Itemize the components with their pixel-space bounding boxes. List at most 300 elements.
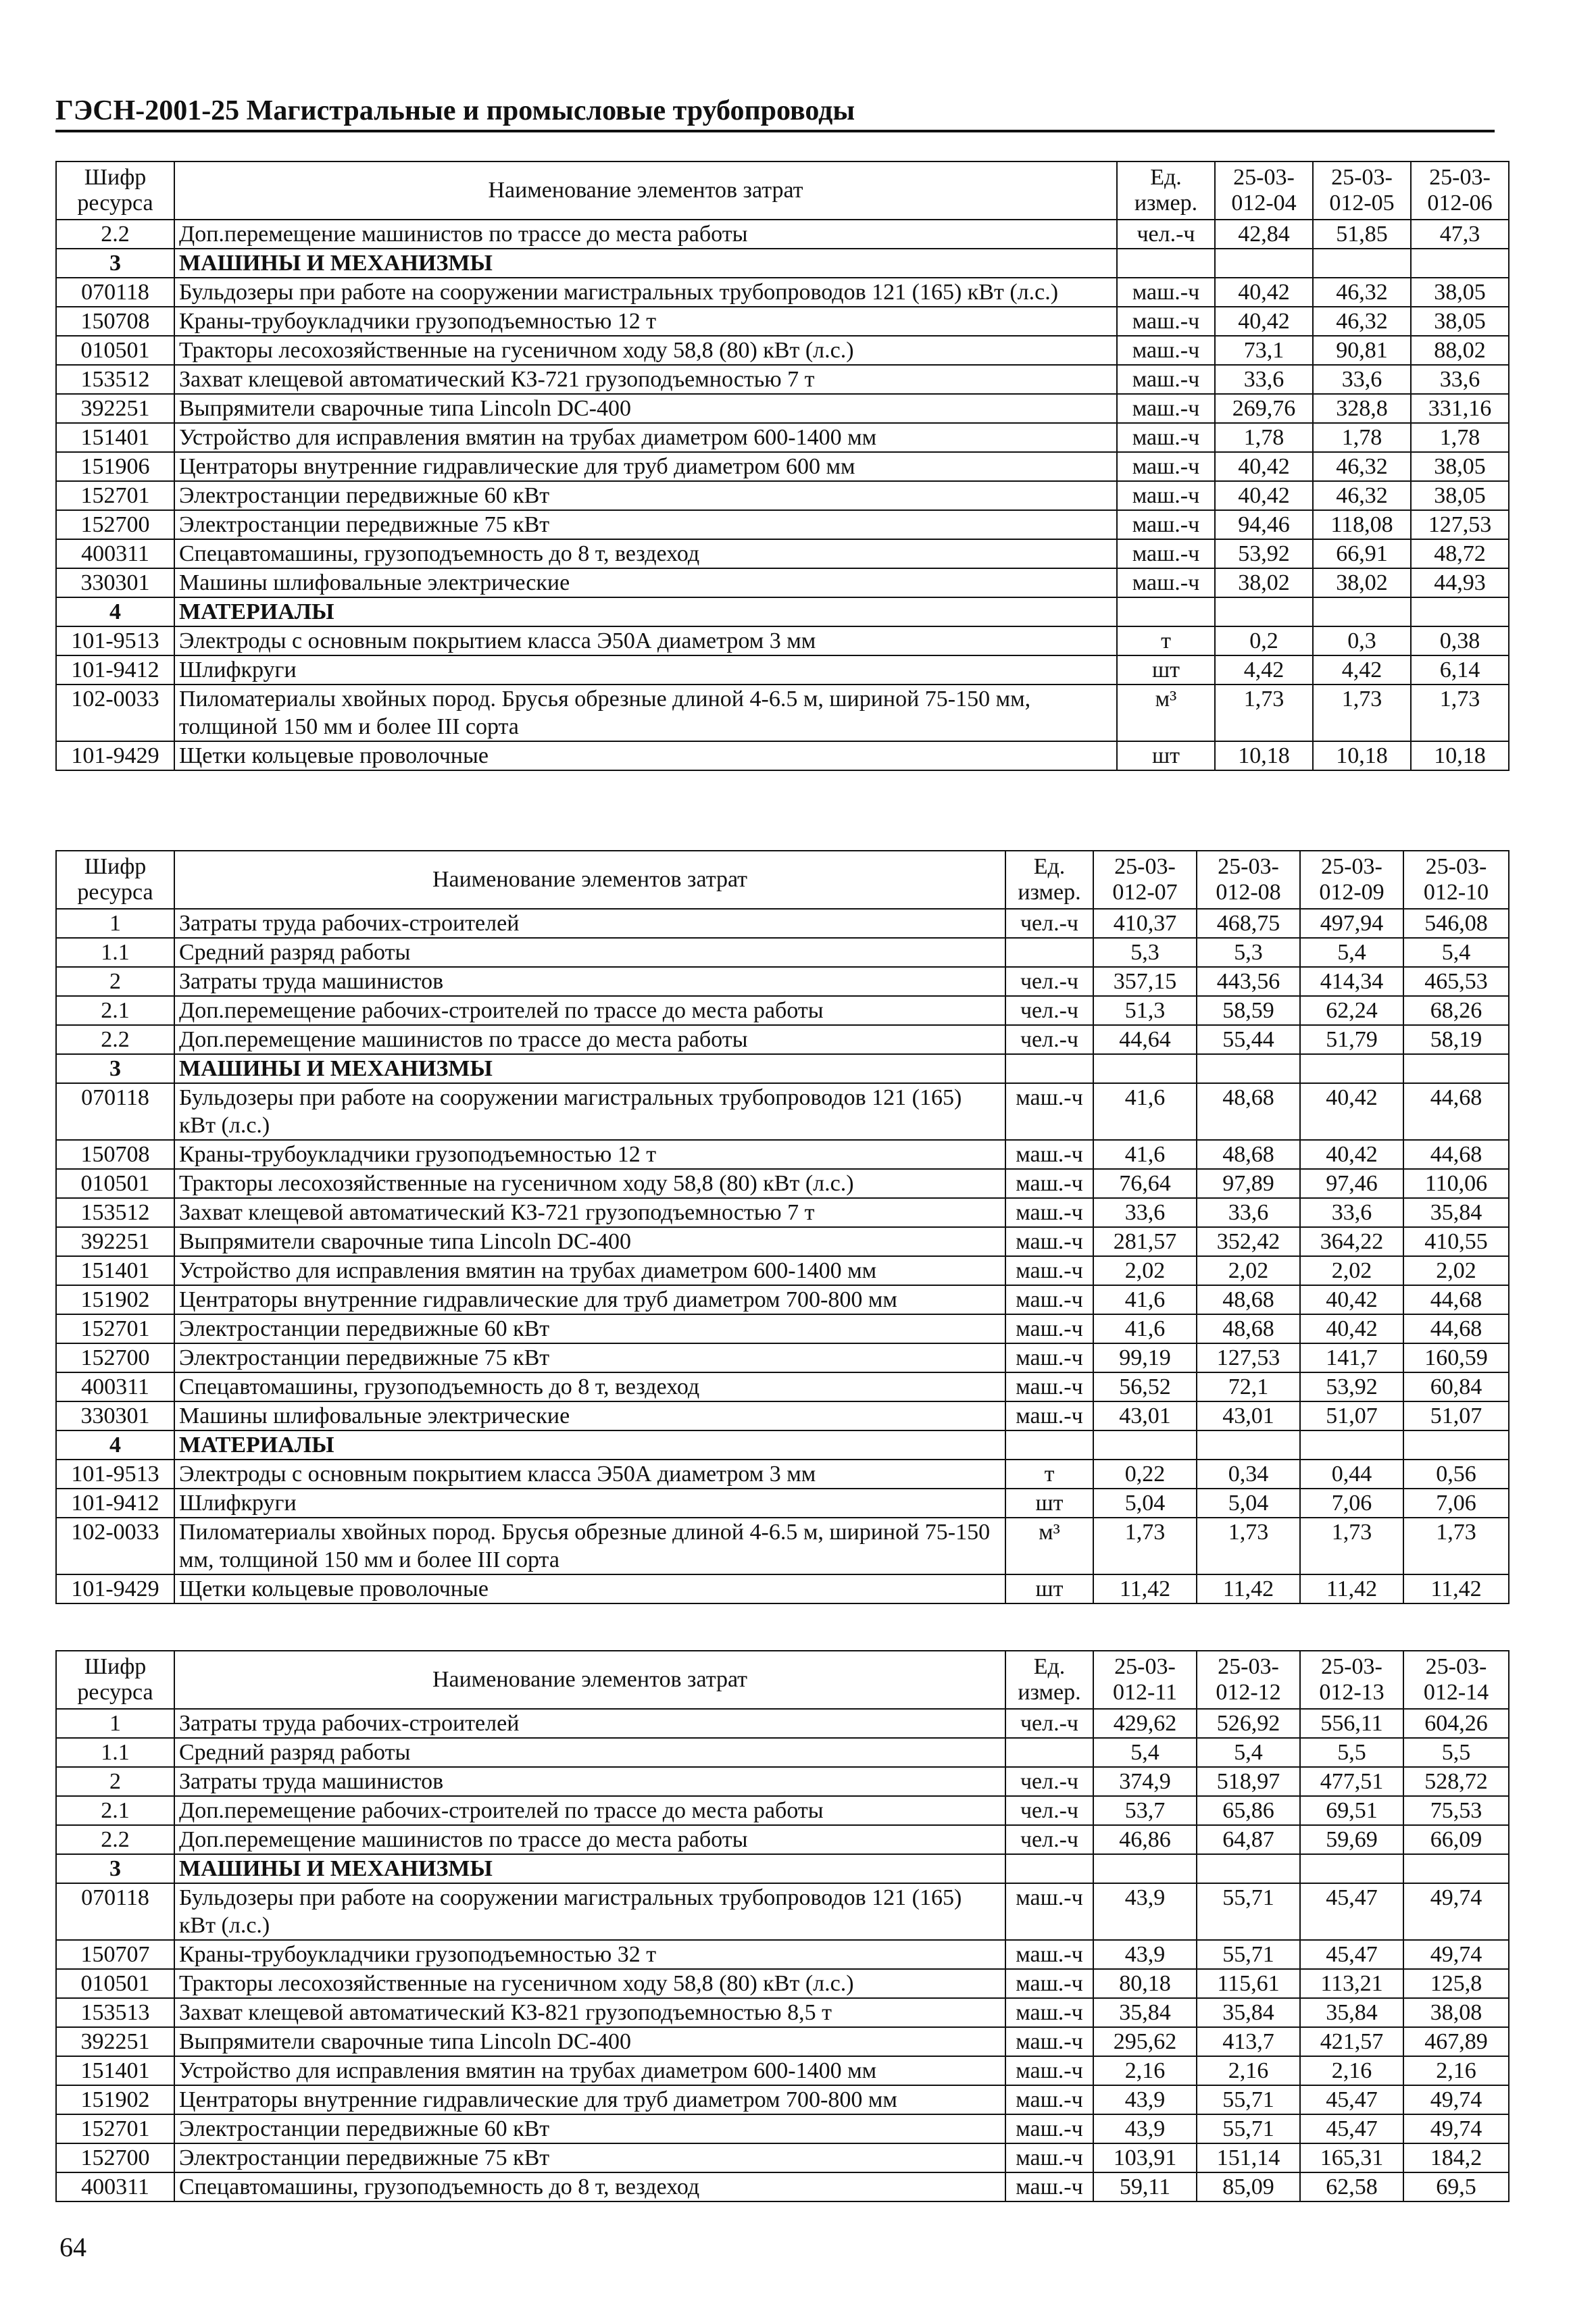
unit-cell: чел.-ч [1005, 967, 1093, 996]
section-row [56, 1854, 1509, 1883]
value-cell [1093, 1854, 1197, 1883]
value-cell: 38,05 [1411, 307, 1509, 336]
resource-code: 152701 [56, 481, 174, 510]
value-cell: 0,2 [1215, 626, 1313, 655]
value-cell: 5,04 [1093, 1489, 1197, 1518]
value-cell: 68,26 [1403, 996, 1509, 1025]
resource-code: 101-9513 [56, 1460, 174, 1489]
value-cell: 90,81 [1313, 336, 1411, 365]
value-cell: 421,57 [1300, 2027, 1403, 2056]
resource-name: Выпрямители сварочные типа Lincoln DC-400 [174, 2027, 1005, 2056]
page-number: 64 [59, 2232, 86, 2262]
value-cell: 97,46 [1300, 1169, 1403, 1198]
resource-name: Доп.перемещение машинистов по трассе до места работы [174, 220, 1117, 249]
value-cell: 46,32 [1313, 481, 1411, 510]
unit-cell: маш.-ч [1117, 481, 1215, 510]
table-row [56, 1489, 1509, 1518]
value-cell: 0,44 [1300, 1460, 1403, 1489]
resource-code: 152700 [56, 510, 174, 539]
table-row [56, 1574, 1509, 1603]
value-cell: 97,89 [1197, 1169, 1300, 1198]
value-cell: 269,76 [1215, 394, 1313, 423]
value-cell: 556,11 [1300, 1709, 1403, 1738]
value-cell: 55,71 [1197, 2114, 1300, 2143]
unit-cell: маш.-ч [1005, 2114, 1093, 2143]
table-header-row [56, 1651, 1509, 1709]
unit-cell: чел.-ч [1005, 1025, 1093, 1054]
value-cell: 127,53 [1197, 1343, 1300, 1372]
header-norm-code: 25-03-012-14 [1403, 1651, 1509, 1709]
table-row [56, 938, 1509, 967]
table-row [56, 1738, 1509, 1767]
resource-code: 2.2 [56, 1025, 174, 1054]
resource-name: Тракторы лесохозяйственные на гусеничном ходу 58,8 (80) кВт (л.с.) [174, 1969, 1005, 1998]
table-row [56, 365, 1509, 394]
resource-name: Шлифкруги [174, 655, 1117, 684]
section-row [56, 1054, 1509, 1083]
value-cell: 40,42 [1300, 1314, 1403, 1343]
table-row [56, 1883, 1509, 1940]
table-row [56, 394, 1509, 423]
resource-code: 152700 [56, 1343, 174, 1372]
table-row [56, 1256, 1509, 1285]
resource-code: 1.1 [56, 1738, 174, 1767]
value-cell: 45,47 [1300, 1883, 1403, 1940]
unit-cell: маш.-ч [1117, 307, 1215, 336]
unit-cell: маш.-ч [1005, 1372, 1093, 1401]
resource-code: 3 [56, 249, 174, 278]
value-cell: 5,3 [1093, 938, 1197, 967]
value-cell: 5,4 [1093, 1738, 1197, 1767]
value-cell: 40,42 [1215, 307, 1313, 336]
resource-code: 150707 [56, 1940, 174, 1969]
value-cell: 1,73 [1093, 1518, 1197, 1574]
value-cell: 42,84 [1215, 220, 1313, 249]
resource-name: Электростанции передвижные 75 кВт [174, 510, 1117, 539]
value-cell: 467,89 [1403, 2027, 1509, 2056]
header-norm-code: 25-03-012-09 [1300, 851, 1403, 909]
value-cell [1197, 1430, 1300, 1460]
value-cell [1403, 1054, 1509, 1083]
unit-cell: маш.-ч [1005, 1256, 1093, 1285]
value-cell: 38,05 [1411, 278, 1509, 307]
unit-cell: чел.-ч [1117, 220, 1215, 249]
value-cell: 151,14 [1197, 2143, 1300, 2172]
resource-name: Выпрямители сварочные типа Lincoln DC-400 [174, 394, 1117, 423]
value-cell: 11,42 [1300, 1574, 1403, 1603]
value-cell: 51,85 [1313, 220, 1411, 249]
resource-code: 392251 [56, 394, 174, 423]
table-row [56, 2172, 1509, 2201]
value-cell: 51,07 [1300, 1401, 1403, 1430]
value-cell: 11,42 [1093, 1574, 1197, 1603]
table-row [56, 1169, 1509, 1198]
value-cell: 55,44 [1197, 1025, 1300, 1054]
value-cell: 528,72 [1403, 1767, 1509, 1796]
unit-cell: чел.-ч [1005, 1767, 1093, 1796]
resource-name: Краны-трубоукладчики грузоподъемностью 12 т [174, 1140, 1005, 1169]
value-cell: 33,6 [1197, 1198, 1300, 1227]
value-cell: 76,64 [1093, 1169, 1197, 1198]
resource-name: Затраты труда машинистов [174, 967, 1005, 996]
table-header-row [56, 161, 1509, 220]
value-cell: 53,7 [1093, 1796, 1197, 1825]
table-row [56, 423, 1509, 452]
value-cell: 45,47 [1300, 1940, 1403, 1969]
resource-name: Тракторы лесохозяйственные на гусеничном ходу 58,8 (80) кВт (л.с.) [174, 336, 1117, 365]
unit-cell: маш.-ч [1005, 1343, 1093, 1372]
unit-cell: маш.-ч [1005, 1227, 1093, 1256]
resource-name: Средний разряд работы [174, 938, 1005, 967]
value-cell: 604,26 [1403, 1709, 1509, 1738]
unit-cell: шт [1005, 1574, 1093, 1603]
value-cell: 62,58 [1300, 2172, 1403, 2201]
value-cell [1093, 1430, 1197, 1460]
unit-cell: маш.-ч [1117, 365, 1215, 394]
value-cell: 35,84 [1093, 1998, 1197, 2027]
value-cell: 0,22 [1093, 1460, 1197, 1489]
resource-name: Захват клещевой автоматический КЗ-821 грузоподъемностью 8,5 т [174, 1998, 1005, 2027]
resource-name: Бульдозеры при работе на сооружении магистральных трубопроводов 121 (165) кВт (л.с.) [174, 1883, 1005, 1940]
value-cell: 113,21 [1300, 1969, 1403, 1998]
table-row [56, 2027, 1509, 2056]
value-cell: 44,68 [1403, 1140, 1509, 1169]
resource-code: 1 [56, 1709, 174, 1738]
value-cell: 5,04 [1197, 1489, 1300, 1518]
value-cell: 44,68 [1403, 1083, 1509, 1140]
value-cell: 518,97 [1197, 1767, 1300, 1796]
table-row [56, 539, 1509, 568]
resource-code: 400311 [56, 1372, 174, 1401]
value-cell: 5,5 [1300, 1738, 1403, 1767]
resource-code: 330301 [56, 568, 174, 597]
table-row [56, 1198, 1509, 1227]
header-unit: Ед. измер. [1005, 851, 1093, 909]
value-cell: 43,9 [1093, 2114, 1197, 2143]
resource-name: Шлифкруги [174, 1489, 1005, 1518]
value-cell: 1,73 [1215, 684, 1313, 741]
value-cell: 45,47 [1300, 2114, 1403, 2143]
value-cell [1197, 1854, 1300, 1883]
value-cell: 295,62 [1093, 2027, 1197, 2056]
unit-cell: маш.-ч [1005, 2056, 1093, 2085]
resource-name: Электростанции передвижные 75 кВт [174, 1343, 1005, 1372]
table-row [56, 626, 1509, 655]
value-cell: 51,79 [1300, 1025, 1403, 1054]
value-cell: 1,73 [1411, 684, 1509, 741]
resource-name: Электроды с основным покрытием класса Э50А диаметром 3 мм [174, 1460, 1005, 1489]
value-cell: 374,9 [1093, 1767, 1197, 1796]
resource-name: Пиломатериалы хвойных пород. Брусья обрезные длиной 4-6.5 м, шириной 75-150 мм, толщиной 150 мм и более III сорта [174, 684, 1117, 741]
value-cell [1313, 597, 1411, 626]
value-cell: 53,92 [1215, 539, 1313, 568]
value-cell: 73,1 [1215, 336, 1313, 365]
value-cell: 1,73 [1313, 684, 1411, 741]
section-row [56, 1430, 1509, 1460]
value-cell: 2,02 [1300, 1256, 1403, 1285]
value-cell: 48,72 [1411, 539, 1509, 568]
unit-cell [1117, 597, 1215, 626]
resource-name: Доп.перемещение машинистов по трассе до места работы [174, 1025, 1005, 1054]
value-cell: 5,4 [1403, 938, 1509, 967]
table-row [56, 967, 1509, 996]
unit-cell: маш.-ч [1005, 1940, 1093, 1969]
unit-cell: маш.-ч [1005, 1198, 1093, 1227]
value-cell: 5,3 [1197, 938, 1300, 967]
header-norm-code: 25-03-012-11 [1093, 1651, 1197, 1709]
value-cell: 94,46 [1215, 510, 1313, 539]
value-cell [1313, 249, 1411, 278]
resource-code: 102-0033 [56, 1518, 174, 1574]
unit-cell: маш.-ч [1117, 568, 1215, 597]
value-cell: 38,02 [1313, 568, 1411, 597]
value-cell: 69,5 [1403, 2172, 1509, 2201]
resource-code: 392251 [56, 1227, 174, 1256]
resource-code: 153512 [56, 365, 174, 394]
resource-name: Средний разряд работы [174, 1738, 1005, 1767]
resource-code: 070118 [56, 278, 174, 307]
unit-cell: чел.-ч [1005, 996, 1093, 1025]
value-cell: 44,64 [1093, 1025, 1197, 1054]
value-cell: 58,19 [1403, 1025, 1509, 1054]
table-row [56, 336, 1509, 365]
value-cell: 38,02 [1215, 568, 1313, 597]
value-cell: 33,6 [1215, 365, 1313, 394]
table-row [56, 1518, 1509, 1574]
table-row [56, 1767, 1509, 1796]
resource-code: 151401 [56, 423, 174, 452]
norms-table-2 [55, 850, 1510, 1604]
resource-code: 151906 [56, 452, 174, 481]
value-cell: 357,15 [1093, 967, 1197, 996]
table-row [56, 307, 1509, 336]
unit-cell: маш.-ч [1117, 423, 1215, 452]
value-cell: 184,2 [1403, 2143, 1509, 2172]
unit-cell: маш.-ч [1117, 278, 1215, 307]
resource-code: 400311 [56, 539, 174, 568]
resource-code: 151401 [56, 2056, 174, 2085]
value-cell [1215, 249, 1313, 278]
header-norm-code: 25-03-012-10 [1403, 851, 1509, 909]
value-cell: 443,56 [1197, 967, 1300, 996]
unit-cell: маш.-ч [1005, 1883, 1093, 1940]
value-cell: 364,22 [1300, 1227, 1403, 1256]
resource-code: 2.2 [56, 1825, 174, 1854]
table-header-row [56, 851, 1509, 909]
table-row [56, 2143, 1509, 2172]
unit-cell: маш.-ч [1005, 2027, 1093, 2056]
resource-code: 3 [56, 1054, 174, 1083]
table-row [56, 510, 1509, 539]
value-cell: 48,68 [1197, 1285, 1300, 1314]
unit-cell: чел.-ч [1005, 1796, 1093, 1825]
table-row [56, 1401, 1509, 1430]
unit-cell: маш.-ч [1117, 452, 1215, 481]
resource-name: МАТЕРИАЛЫ [174, 597, 1117, 626]
resource-name: МАШИНЫ И МЕХАНИЗМЫ [174, 1854, 1005, 1883]
value-cell: 53,92 [1300, 1372, 1403, 1401]
table-row [56, 996, 1509, 1025]
unit-cell [1005, 1738, 1093, 1767]
header-name: Наименование элементов затрат [174, 161, 1117, 220]
unit-cell [1005, 1054, 1093, 1083]
value-cell: 62,24 [1300, 996, 1403, 1025]
resource-code: 151401 [56, 1256, 174, 1285]
resource-code: 010501 [56, 1969, 174, 1998]
table-row [56, 1372, 1509, 1401]
value-cell: 40,42 [1215, 481, 1313, 510]
table-row [56, 1285, 1509, 1314]
resource-code: 151902 [56, 2085, 174, 2114]
value-cell: 66,09 [1403, 1825, 1509, 1854]
table-row [56, 1227, 1509, 1256]
resource-name: Щетки кольцевые проволочные [174, 741, 1117, 770]
value-cell: 7,06 [1403, 1489, 1509, 1518]
value-cell: 465,53 [1403, 967, 1509, 996]
resource-code: 330301 [56, 1401, 174, 1430]
resource-code: 392251 [56, 2027, 174, 2056]
section-row [56, 597, 1509, 626]
value-cell [1411, 249, 1509, 278]
value-cell: 45,47 [1300, 2085, 1403, 2114]
value-cell: 40,42 [1215, 452, 1313, 481]
value-cell: 46,86 [1093, 1825, 1197, 1854]
unit-cell: м³ [1117, 684, 1215, 741]
value-cell: 127,53 [1411, 510, 1509, 539]
resource-code: 153512 [56, 1198, 174, 1227]
value-cell: 55,71 [1197, 1883, 1300, 1940]
value-cell: 41,6 [1093, 1285, 1197, 1314]
resource-name: Выпрямители сварочные типа Lincoln DC-400 [174, 1227, 1005, 1256]
unit-cell: маш.-ч [1005, 1169, 1093, 1198]
value-cell: 49,74 [1403, 1940, 1509, 1969]
unit-cell: м³ [1005, 1518, 1093, 1574]
value-cell: 49,74 [1403, 2085, 1509, 2114]
value-cell: 2,16 [1403, 2056, 1509, 2085]
value-cell [1215, 597, 1313, 626]
resource-name: Устройство для исправления вмятин на трубах диаметром 600-1400 мм [174, 1256, 1005, 1285]
resource-code: 101-9429 [56, 1574, 174, 1603]
value-cell: 43,9 [1093, 1883, 1197, 1940]
value-cell: 497,94 [1300, 909, 1403, 938]
value-cell: 141,7 [1300, 1343, 1403, 1372]
value-cell [1403, 1854, 1509, 1883]
resource-code: 070118 [56, 1883, 174, 1940]
resource-name: Спецавтомашины, грузоподъемность до 8 т, вездеход [174, 539, 1117, 568]
value-cell: 4,42 [1313, 655, 1411, 684]
unit-cell: маш.-ч [1117, 510, 1215, 539]
resource-name: Электростанции передвижные 60 кВт [174, 1314, 1005, 1343]
table-row [56, 2114, 1509, 2143]
value-cell: 49,74 [1403, 1883, 1509, 1940]
value-cell: 64,87 [1197, 1825, 1300, 1854]
unit-cell [1117, 249, 1215, 278]
value-cell: 33,6 [1093, 1198, 1197, 1227]
value-cell: 38,05 [1411, 452, 1509, 481]
resource-code: 153513 [56, 1998, 174, 2027]
value-cell: 33,6 [1313, 365, 1411, 394]
header-norm-code: 25-03-012-04 [1215, 161, 1313, 220]
value-cell [1411, 597, 1509, 626]
resource-name: Доп.перемещение рабочих-строителей по трассе до места работы [174, 996, 1005, 1025]
table-row [56, 1825, 1509, 1854]
resource-name: Спецавтомашины, грузоподъемность до 8 т, вездеход [174, 1372, 1005, 1401]
section-row [56, 249, 1509, 278]
table-row [56, 1796, 1509, 1825]
table-row [56, 1709, 1509, 1738]
table-row [56, 1460, 1509, 1489]
resource-name: Электростанции передвижные 60 кВт [174, 481, 1117, 510]
table-row [56, 2056, 1509, 2085]
value-cell: 0,38 [1411, 626, 1509, 655]
resource-name: Бульдозеры при работе на сооружении магистральных трубопроводов 121 (165) кВт (л.с.) [174, 278, 1117, 307]
table-row [56, 1083, 1509, 1140]
value-cell: 46,32 [1313, 278, 1411, 307]
value-cell: 48,68 [1197, 1083, 1300, 1140]
value-cell: 85,09 [1197, 2172, 1300, 2201]
unit-cell: т [1117, 626, 1215, 655]
resource-name: Центраторы внутренние гидравлические для труб диаметром 700-800 мм [174, 2085, 1005, 2114]
value-cell: 43,9 [1093, 1940, 1197, 1969]
unit-cell [1005, 938, 1093, 967]
resource-name: Центраторы внутренние гидравлические для труб диаметром 600 мм [174, 452, 1117, 481]
value-cell: 160,59 [1403, 1343, 1509, 1372]
resource-code: 2.1 [56, 1796, 174, 1825]
value-cell: 546,08 [1403, 909, 1509, 938]
value-cell: 33,6 [1300, 1198, 1403, 1227]
value-cell: 2,02 [1093, 1256, 1197, 1285]
header-unit: Ед. измер. [1117, 161, 1215, 220]
unit-cell: т [1005, 1460, 1093, 1489]
resource-code: 1 [56, 909, 174, 938]
resource-code: 150708 [56, 307, 174, 336]
value-cell: 43,01 [1093, 1401, 1197, 1430]
resource-name: Центраторы внутренние гидравлические для труб диаметром 700-800 мм [174, 1285, 1005, 1314]
resource-name: МАТЕРИАЛЫ [174, 1430, 1005, 1460]
value-cell: 410,55 [1403, 1227, 1509, 1256]
table-row [56, 220, 1509, 249]
page-header-title: ГЭСН-2001-25 Магистральные и промысловые трубопроводы [55, 95, 855, 126]
resource-name: Доп.перемещение машинистов по трассе до места работы [174, 1825, 1005, 1854]
resource-code: 010501 [56, 1169, 174, 1198]
value-cell: 40,42 [1300, 1140, 1403, 1169]
unit-cell: чел.-ч [1005, 1709, 1093, 1738]
value-cell: 10,18 [1411, 741, 1509, 770]
table-row [56, 684, 1509, 741]
value-cell: 58,59 [1197, 996, 1300, 1025]
resource-code: 2.1 [56, 996, 174, 1025]
value-cell: 103,91 [1093, 2143, 1197, 2172]
value-cell: 1,78 [1215, 423, 1313, 452]
value-cell: 2,16 [1093, 2056, 1197, 2085]
unit-cell [1005, 1430, 1093, 1460]
value-cell: 2,02 [1197, 1256, 1300, 1285]
value-cell: 38,05 [1411, 481, 1509, 510]
value-cell [1197, 1054, 1300, 1083]
value-cell: 46,32 [1313, 307, 1411, 336]
unit-cell [1005, 1854, 1093, 1883]
value-cell: 48,68 [1197, 1140, 1300, 1169]
value-cell: 40,42 [1300, 1285, 1403, 1314]
value-cell: 40,42 [1300, 1083, 1403, 1140]
value-cell: 125,8 [1403, 1969, 1509, 1998]
value-cell: 331,16 [1411, 394, 1509, 423]
value-cell: 10,18 [1313, 741, 1411, 770]
value-cell: 4,42 [1215, 655, 1313, 684]
resource-code: 152701 [56, 1314, 174, 1343]
value-cell: 281,57 [1093, 1227, 1197, 1256]
value-cell [1300, 1054, 1403, 1083]
